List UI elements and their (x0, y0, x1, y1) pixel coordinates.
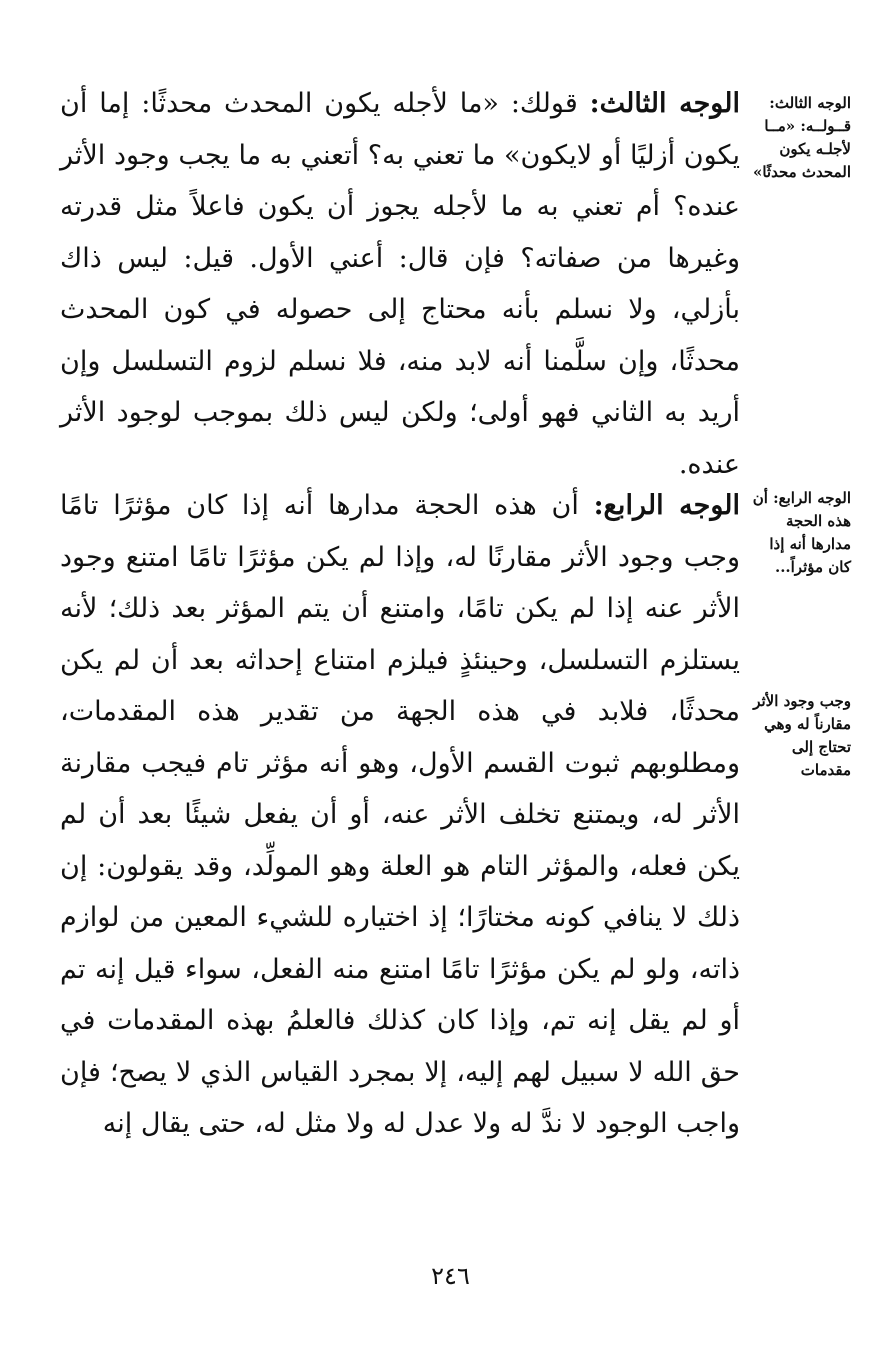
margin-note-third-aspect (751, 92, 851, 184)
margin-note-text: الوجه الثالث: قــولــه: «مــا لأجلـه يكون المحدث محدثًا» (752, 94, 851, 181)
paragraph-body: قولك: «ما لأجله يكون المحدث محدثًا: إما أن يكون أزليًا أو لايكون» ما تعني به؟ أتعني به ما يجب وجود الأثر عنده؟ أم تعني به ما لأجله يجوز أن يكون فاعلاً مثل قدرته وغيرها من صفاته؟ فإن قال: أعني الأول. قيل: ليس ذاك بأزلي، ولا نسلم بأنه محتاج إلى حصوله في كون المحدث محدثًا، وإن سلَّمنا أنه لابد منه، فلا نسلم لزوم التسلسل وإن أريد به الثاني فهو أولى؛ ولكن ليس ذلك بموجب لوجود الأثر عنده. (60, 88, 740, 480)
margin-note-fourth-aspect (751, 487, 851, 579)
paragraph-fourth-aspect (60, 480, 740, 1150)
paragraph-heading: الوجه الرابع: (593, 490, 740, 521)
paragraph-body: أن هذه الحجة مدارها أنه إذا كان مؤثرًا تامًا وجب وجود الأثر مقارنًا له، وإذا لم يكن مؤثرًا تامًا امتنع وجود الأثر عنه إذا لم يكن تامًا، وامتنع أن يتم المؤثر بعد ذلك؛ لأنه يستلزم التسلسل، وحينئذٍ فيلزم امتناع إحداثه بعد أن لم يكن محدثًا، فلابد في هذه الجهة من تقدير هذه المقدمات، ومطلوبهم ثبوت القسم الأول، وهو أنه مؤثر تام فيجب مقارنة الأثر له، ويمتنع تخلف الأثر عنه، أو أن يفعل شيئًا بعد أن لم يكن فعله، والمؤثر التام هو العلة وهو المولِّد، وقد يقولون: إن ذلك لا ينافي كونه مختارًا؛ إذ اختياره للشيء المعين من لوازم ذاته، ولو لم يكن مؤثرًا تامًا امتنع منه الفعل، سواء قيل إنه تم أو لم يقل إنه تم، وإذا كان كذلك فالعلمُ بهذه المقدمات في حق الله لا سبيل لهم إليه، إلا بمجرد القياس الذي لا يصح؛ فإن واجب الوجود لا ندَّ له ولا عدل له ولا مثل له، حتى يقال إنه (60, 490, 741, 1139)
margin-note-effect-requires-premises (751, 690, 851, 782)
paragraph-heading: الوجه الثالث: (589, 88, 740, 119)
paragraph-third-aspect (60, 78, 740, 490)
margin-note-text: وجب وجود الأثر مقارناً له وهي تحتاج إلى مقدمات (753, 692, 851, 779)
margin-note-text: الوجه الرابع: أن هذه الحجة مدارها أنه إذا كان مؤثراً... (752, 489, 851, 576)
page-number: ٢٤٦ (431, 1262, 470, 1290)
